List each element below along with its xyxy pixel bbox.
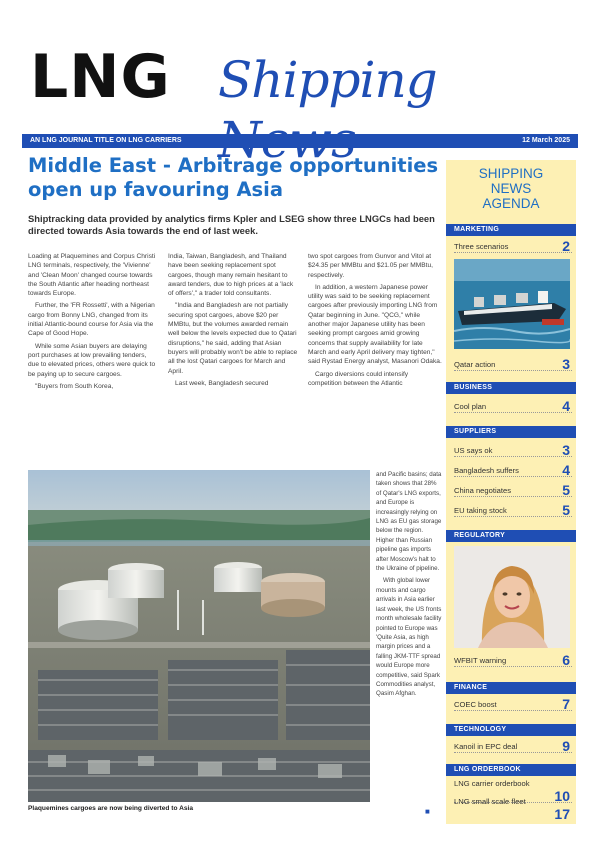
agenda-item-page: 2 — [562, 238, 570, 254]
masthead — [22, 34, 578, 130]
portrait-photo — [454, 546, 570, 648]
paragraph: "Buyers from South Korea, — [35, 382, 114, 390]
agenda-title — [446, 166, 576, 211]
agenda-item[interactable] — [454, 652, 572, 667]
agenda-item[interactable] — [454, 738, 572, 753]
agenda-item-title: Cool plan — [454, 402, 487, 411]
divider — [454, 710, 572, 711]
divider — [454, 476, 572, 477]
agenda-item-page: 3 — [562, 356, 570, 372]
paragraph: "India and Bangladesh are not partially securing spot cargoes, above $20 per MMBtu, but the volumes awarded remain well below the levels expected due to Qatari disruptions," he said, adding that Asian buyers will probably won't be able to replace all the lost Qatari cargoes for March and April. — [168, 302, 298, 375]
article-column-3 — [308, 252, 442, 464]
issue-date: 12 March 2025 — [522, 137, 570, 144]
divider — [454, 252, 572, 253]
end-of-article-mark: ■ — [425, 807, 430, 816]
agenda-item-page: 6 — [562, 652, 570, 668]
agenda-item-title: COEC boost — [454, 700, 497, 709]
section-lng-orderbook: LNG ORDERBOOK — [446, 764, 576, 776]
section-suppliers: SUPPLIERS — [446, 426, 576, 438]
section-marketing: MARKETING — [446, 224, 576, 236]
agenda-sidebar — [446, 160, 576, 824]
agenda-item-page: 4 — [562, 462, 570, 478]
agenda-item[interactable] — [454, 398, 572, 413]
divider — [454, 496, 572, 497]
masthead-strip — [22, 134, 578, 148]
agenda-item-page: 4 — [562, 398, 570, 414]
section-regulatory: REGULATORY — [446, 530, 576, 542]
agenda-item-page: 10 — [554, 788, 570, 804]
divider — [454, 412, 572, 413]
agenda-item-title: Kanoil in EPC deal — [454, 742, 518, 751]
divider — [454, 516, 572, 517]
newsletter-page — [22, 34, 578, 826]
agenda-item-title: Bangladesh suffers — [454, 466, 519, 475]
agenda-item-page: 17 — [554, 806, 570, 822]
agenda-item[interactable] — [454, 238, 572, 253]
article-column-2 — [168, 252, 298, 464]
agenda-item[interactable] — [454, 696, 572, 711]
paragraph: Further, the 'FR Rossetti', with a Nigerian cargo from Bonny LNG, changed from its initial Atlantic-bound course for Asia via the Cape of Good Hope. — [28, 302, 155, 338]
agenda-item-page: 9 — [562, 738, 570, 754]
agenda-item[interactable] — [454, 356, 572, 371]
section-business: BUSINESS — [446, 382, 576, 394]
masthead-title-bold: LNG — [30, 42, 171, 112]
masthead-title-script: Shipping — [218, 51, 437, 109]
paragraph: While some Asian buyers are delaying port purchases at low prevailing tenders, due to elevated prices, others were quick to be paying up to secure cargoes. — [28, 342, 156, 378]
agenda-item[interactable] — [454, 502, 572, 517]
agenda-item-page: 7 — [562, 696, 570, 712]
section-finance: FINANCE — [446, 682, 576, 694]
divider — [454, 666, 572, 667]
paragraph: two spot cargoes from Gunvor and Vitol at $24.35 per MMBtu and $21.05 per MMBtu, respectively. — [308, 253, 433, 279]
agenda-title-line: AGENDA — [482, 196, 540, 211]
paragraph: Last week, Bangladesh secured — [175, 379, 269, 387]
divider — [454, 456, 572, 457]
agenda-title-line: NEWS — [490, 181, 532, 196]
paragraph: With global lower mounts and cargo arrivals in Asia earlier last week, the US fronts month wholesale facility pointed to Europe was 'Quite Asia, as high margin prices and a falling JKM-TTF spread would Europe more competitive, said Spark Commodities analyst, Qasim Afghan. — [376, 577, 442, 698]
agenda-item[interactable] — [454, 797, 572, 821]
agenda-item-title: China negotiates — [454, 486, 511, 495]
photo-caption: Plaquemines cargoes are now being diverted to Asia — [28, 805, 194, 812]
agenda-item[interactable] — [454, 482, 572, 497]
agenda-item-title: LNG carrier orderbook — [454, 779, 530, 788]
paragraph: In addition, a western Japanese power utility was said to be seeking replacement cargoes after previously importing LNG from Qatar beginning in June. "QCG," while another major Japanese utility has been seeking prompt cargoes amid growing concerns that supply availability for late March and early April delivery may tighten," said Rystad Energy analyst, Masanori Odaka. — [308, 283, 442, 366]
paragraph: Cargo diversions could intensify competition between the Atlantic — [308, 370, 409, 387]
article-headline: Middle East - Arbitrage opportunities open up favouring Asia — [28, 154, 439, 201]
agenda-item-page: 3 — [562, 442, 570, 458]
agenda-item-title: Three scenarios — [454, 242, 509, 251]
strip-tagline: AN LNG JOURNAL TITLE ON LNG CARRIERS — [30, 137, 182, 144]
section-technology: TECHNOLOGY — [446, 724, 576, 736]
agenda-item-page: 5 — [562, 482, 570, 498]
article-column-1 — [28, 252, 158, 464]
agenda-item-page: 5 — [562, 502, 570, 518]
agenda-item-title: EU taking stock — [454, 506, 507, 515]
agenda-item-title: US says ok — [454, 446, 493, 455]
tanker-ship-photo — [454, 259, 570, 349]
agenda-item[interactable] — [454, 462, 572, 477]
agenda-item-title: LNG small scale fleet — [454, 797, 526, 806]
paragraph: India, Taiwan, Bangladesh, and Thailand have been seeking replacement spot cargoes, though many remain hesitant to award tenders, due to high prices at a 'lack of offers'," a trader told consultants. — [168, 253, 294, 298]
agenda-item[interactable] — [454, 442, 572, 457]
lng-terminal-photo — [28, 470, 370, 802]
paragraph: Loading at Plaquemines and Corpus Christi LNG terminals, respectively, the 'Vivienne' and 'Clean Moon' changed course towards the South Atlantic after heading northeast towards Europe. — [28, 253, 156, 298]
divider — [454, 752, 572, 753]
agenda-item-title: Qatar action — [454, 360, 496, 369]
agenda-title-line: SHIPPING — [478, 166, 544, 181]
agenda-item-title: WFBIT warning — [454, 656, 507, 665]
divider — [454, 370, 572, 371]
article-column-3-continued — [376, 470, 442, 820]
article-standfirst: Shiptracking data provided by analytics firms Kpler and LSEG show three LNGCs had been directed towards Asia towards the end of last week. — [28, 213, 435, 236]
paragraph: and Pacific basins; data taken shows that 28% of Qatar's LNG exports, and Europe is increasingly relying on LNG as EU gas storage below the region. Higher than Russian pipeline gas imports after Moscow's halt to the Ukraine of pipeline. — [376, 471, 442, 573]
